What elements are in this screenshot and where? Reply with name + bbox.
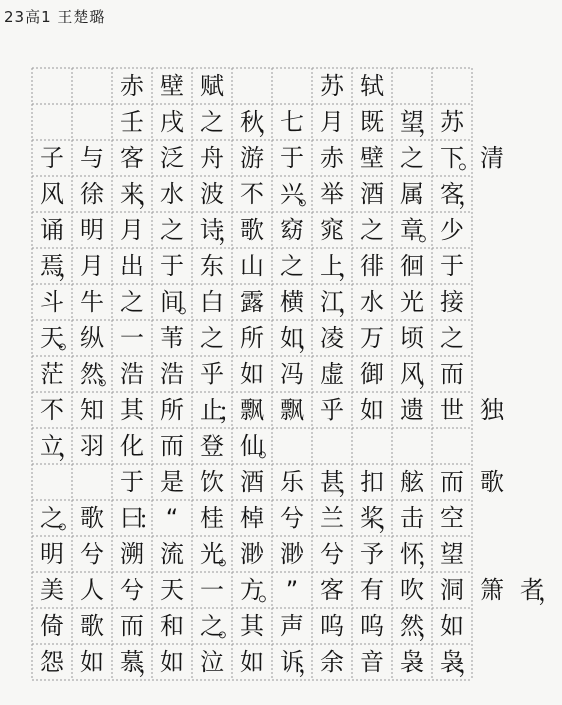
glyph-cell: 。 bbox=[58, 326, 82, 354]
glyph-cell: ， bbox=[218, 218, 242, 246]
glyph-cell: 登 bbox=[200, 432, 224, 460]
glyph-cell: 诵 bbox=[40, 216, 64, 244]
glyph-cell: 焉 bbox=[40, 252, 64, 280]
glyph-cell: 而 bbox=[160, 432, 184, 460]
glyph-cell: 上 bbox=[320, 252, 344, 280]
glyph-cell: 客 bbox=[320, 576, 344, 604]
glyph-cell: 怀 bbox=[400, 540, 424, 568]
glyph-cell: 之 bbox=[200, 108, 224, 136]
glyph-cell: 于 bbox=[120, 468, 144, 496]
glyph-cell: 赤 bbox=[120, 72, 144, 100]
glyph-cell: 子 bbox=[40, 144, 64, 172]
glyph-cell: 冯 bbox=[280, 360, 304, 388]
glyph-cell: 水 bbox=[160, 180, 184, 208]
glyph-cell: 风 bbox=[40, 180, 64, 208]
glyph-cell: 之 bbox=[360, 216, 384, 244]
glyph-cell: 和 bbox=[160, 612, 184, 640]
glyph-cell: 如 bbox=[80, 648, 104, 676]
glyph-cell bbox=[32, 464, 72, 500]
glyph-cell: 歌 bbox=[80, 504, 104, 532]
glyph-cell: 徘 bbox=[360, 252, 384, 280]
glyph-cell: 波 bbox=[200, 180, 224, 208]
glyph-cell: ， bbox=[298, 650, 322, 678]
glyph-cell: 秋 bbox=[240, 108, 264, 136]
glyph-cell: 游 bbox=[240, 144, 264, 172]
glyph-cell: 斗 bbox=[40, 288, 64, 316]
glyph-cell: 露 bbox=[240, 288, 264, 316]
glyph-cell: 溯 bbox=[120, 540, 144, 568]
glyph-cell: ， bbox=[338, 254, 362, 282]
glyph-cell: 歌 bbox=[480, 468, 504, 496]
author-header: 23高1 王楚璐 bbox=[4, 8, 106, 26]
glyph-cell: 如 bbox=[280, 324, 304, 352]
glyph-cell: 。 bbox=[258, 434, 282, 462]
glyph-cell bbox=[72, 464, 112, 500]
glyph-cell: 空 bbox=[440, 504, 464, 532]
glyph-cell: 渺 bbox=[240, 540, 264, 568]
glyph-cell: 扣 bbox=[360, 468, 384, 496]
glyph-cell: 于 bbox=[440, 252, 464, 280]
glyph-cell: 明 bbox=[40, 540, 64, 568]
glyph-cell: 怨 bbox=[40, 648, 64, 676]
glyph-cell: ， bbox=[138, 182, 162, 210]
glyph-cell: 虚 bbox=[320, 360, 344, 388]
glyph-cell: 风 bbox=[400, 360, 424, 388]
glyph-cell: 之 bbox=[440, 324, 464, 352]
glyph-cell: 浩 bbox=[120, 360, 144, 388]
glyph-cell: 之 bbox=[200, 324, 224, 352]
glyph-cell: ， bbox=[298, 326, 322, 354]
glyph-cell: 人 bbox=[80, 576, 104, 604]
glyph-cell: 羽 bbox=[80, 432, 104, 460]
glyph-cell: 苏 bbox=[320, 72, 344, 100]
glyph-cell: 于 bbox=[160, 252, 184, 280]
glyph-cell: 兮 bbox=[80, 540, 104, 568]
glyph-cell: 洞 bbox=[440, 576, 464, 604]
glyph-cell: 袅 bbox=[440, 648, 464, 676]
glyph-cell: 桨 bbox=[360, 504, 384, 532]
glyph-cell: ， bbox=[338, 290, 362, 318]
glyph-cell: 然 bbox=[400, 612, 424, 640]
glyph-cell: 予 bbox=[360, 540, 384, 568]
text-row bbox=[32, 536, 472, 572]
glyph-cell: 立 bbox=[40, 432, 64, 460]
glyph-cell: 。 bbox=[298, 182, 322, 210]
glyph-cell: 望 bbox=[400, 108, 424, 136]
glyph-cell: ； bbox=[218, 398, 242, 426]
text-row bbox=[32, 248, 472, 284]
glyph-cell: 浩 bbox=[160, 360, 184, 388]
glyph-cell: 之 bbox=[120, 288, 144, 316]
glyph-cell: 苏 bbox=[440, 108, 464, 136]
glyph-cell: 客 bbox=[440, 180, 464, 208]
glyph-cell: 窕 bbox=[320, 216, 344, 244]
glyph-cell: ， bbox=[418, 110, 442, 138]
glyph-cell: 不 bbox=[240, 180, 264, 208]
glyph-cell: 轼 bbox=[360, 72, 384, 100]
glyph-cell: ： bbox=[138, 506, 162, 534]
glyph-cell: 棹 bbox=[240, 504, 264, 532]
glyph-cell: 天 bbox=[160, 576, 184, 604]
glyph-cell: 兮 bbox=[280, 504, 304, 532]
text-row bbox=[32, 176, 482, 212]
glyph-cell: 一 bbox=[120, 324, 144, 352]
glyph-cell: 如 bbox=[160, 648, 184, 676]
glyph-cell: 慕 bbox=[120, 648, 144, 676]
glyph-cell: ， bbox=[418, 542, 442, 570]
glyph-cell: 歌 bbox=[240, 216, 264, 244]
glyph-cell: 。 bbox=[58, 506, 82, 534]
glyph-cell: 所 bbox=[240, 324, 264, 352]
glyph-cell: 独 bbox=[480, 396, 504, 424]
glyph-cell: 飘 bbox=[240, 396, 264, 424]
glyph-cell: 苇 bbox=[160, 324, 184, 352]
glyph-cell: ， bbox=[58, 254, 82, 282]
glyph-cell: 。 bbox=[418, 218, 442, 246]
glyph-cell: 之 bbox=[400, 144, 424, 172]
glyph-cell: 东 bbox=[200, 252, 224, 280]
glyph-cell: 如 bbox=[360, 396, 384, 424]
glyph-cell: 光 bbox=[400, 288, 424, 316]
glyph-cell: ， bbox=[418, 614, 442, 642]
glyph-cell: 白 bbox=[200, 288, 224, 316]
glyph-cell: ” bbox=[285, 576, 299, 604]
glyph-cell: 少 bbox=[440, 216, 464, 244]
glyph-cell: ， bbox=[58, 434, 82, 462]
glyph-cell: 戌 bbox=[160, 108, 184, 136]
glyph-cell: 顷 bbox=[400, 324, 424, 352]
glyph-cell: 酒 bbox=[240, 468, 264, 496]
glyph-cell: 渺 bbox=[280, 540, 304, 568]
glyph-cell: ， bbox=[418, 362, 442, 390]
glyph-cell: 如 bbox=[240, 360, 264, 388]
text-row bbox=[32, 212, 472, 248]
text-row bbox=[32, 140, 504, 176]
glyph-cell: 有 bbox=[360, 576, 384, 604]
glyph-cell: 徐 bbox=[80, 180, 104, 208]
glyph-cell: 音 bbox=[360, 648, 384, 676]
glyph-cell: 御 bbox=[360, 360, 384, 388]
glyph-cell: 化 bbox=[120, 432, 144, 460]
glyph-cell: 。 bbox=[178, 290, 202, 318]
glyph-cell: 乎 bbox=[320, 396, 344, 424]
glyph-cell: ， bbox=[538, 578, 562, 606]
glyph-cell: 月 bbox=[120, 216, 144, 244]
glyph-cell: 万 bbox=[360, 324, 384, 352]
glyph-cell: 击 bbox=[400, 504, 424, 532]
glyph-cell: ， bbox=[258, 110, 282, 138]
glyph-cell: 不 bbox=[40, 396, 64, 424]
glyph-cell: 望 bbox=[440, 540, 464, 568]
glyph-cell: 与 bbox=[80, 144, 104, 172]
glyph-cell: 舟 bbox=[200, 144, 224, 172]
glyph-cell: 光 bbox=[200, 540, 224, 568]
glyph-cell: 既 bbox=[360, 108, 384, 136]
text-row bbox=[32, 320, 472, 356]
glyph-cell: 来 bbox=[120, 180, 144, 208]
glyph-cell bbox=[72, 68, 112, 104]
text-row bbox=[32, 104, 472, 140]
glyph-cell: 泛 bbox=[160, 144, 184, 172]
glyph-cell: ， bbox=[458, 650, 482, 678]
glyph-cell: 下 bbox=[440, 144, 464, 172]
glyph-cell: 呜 bbox=[360, 612, 384, 640]
glyph-cell: 然 bbox=[80, 360, 104, 388]
text-row bbox=[32, 428, 472, 464]
glyph-cell: 泣 bbox=[200, 648, 224, 676]
text-row bbox=[32, 644, 482, 680]
glyph-cell: 止 bbox=[200, 396, 224, 424]
glyph-cell: 间 bbox=[160, 288, 184, 316]
glyph-cell: 明 bbox=[80, 216, 104, 244]
glyph-cell: 是 bbox=[160, 468, 184, 496]
glyph-cell: 赤 bbox=[320, 144, 344, 172]
text-row bbox=[32, 500, 472, 536]
glyph-cell: 呜 bbox=[320, 612, 344, 640]
glyph-cell: 舷 bbox=[400, 468, 424, 496]
text-row bbox=[32, 356, 472, 392]
glyph-cell: 美 bbox=[40, 576, 64, 604]
text-row bbox=[32, 284, 472, 320]
glyph-cell: ， bbox=[378, 506, 402, 534]
glyph-cell: 兴 bbox=[280, 180, 304, 208]
glyph-cell: 。 bbox=[218, 542, 242, 570]
glyph-cell: 出 bbox=[120, 252, 144, 280]
glyph-cell: 而 bbox=[440, 468, 464, 496]
text-row bbox=[32, 608, 472, 644]
glyph-cell: 徊 bbox=[400, 252, 424, 280]
glyph-cell: 壬 bbox=[120, 108, 144, 136]
text-row bbox=[32, 68, 472, 104]
glyph-cell bbox=[392, 68, 432, 104]
glyph-cell: 兮 bbox=[120, 576, 144, 604]
glyph-cell: 月 bbox=[80, 252, 104, 280]
glyph-cell: 饮 bbox=[200, 468, 224, 496]
glyph-cell: 牛 bbox=[80, 288, 104, 316]
glyph-cell: 壁 bbox=[160, 72, 184, 100]
glyph-cell: 兰 bbox=[320, 504, 344, 532]
glyph-cell: 章 bbox=[400, 216, 424, 244]
glyph-cell: 之 bbox=[200, 612, 224, 640]
glyph-cell: ， bbox=[458, 182, 482, 210]
glyph-cell: 而 bbox=[440, 360, 464, 388]
glyph-cell: 其 bbox=[120, 396, 144, 424]
glyph-cell: 而 bbox=[120, 612, 144, 640]
glyph-cell: 声 bbox=[280, 612, 304, 640]
glyph-cell: 水 bbox=[360, 288, 384, 316]
glyph-cell: 甚 bbox=[320, 468, 344, 496]
glyph-cell: 客 bbox=[120, 144, 144, 172]
glyph-cell: 曰 bbox=[120, 504, 144, 532]
glyph-cell: 箫 bbox=[480, 576, 504, 604]
glyph-cell bbox=[32, 68, 72, 104]
glyph-cell: 倚 bbox=[40, 612, 64, 640]
glyph-cell: 歌 bbox=[80, 612, 104, 640]
glyph-cell: ， bbox=[138, 650, 162, 678]
text-row bbox=[32, 392, 504, 428]
glyph-cell bbox=[272, 68, 312, 104]
glyph-cell bbox=[232, 68, 272, 104]
glyph-cell: 其 bbox=[240, 612, 264, 640]
glyph-cell: 之 bbox=[280, 252, 304, 280]
glyph-cell: 遗 bbox=[400, 396, 424, 424]
glyph-cell: 于 bbox=[280, 144, 304, 172]
glyph-cell: ， bbox=[338, 470, 362, 498]
glyph-cell: 接 bbox=[440, 288, 464, 316]
glyph-cell: 。 bbox=[458, 146, 482, 174]
glyph-cell: 。 bbox=[218, 614, 242, 642]
glyph-cell: 。 bbox=[258, 578, 282, 606]
glyph-cell: 余 bbox=[320, 648, 344, 676]
glyph-cell: 江 bbox=[320, 288, 344, 316]
glyph-cell: 兮 bbox=[320, 540, 344, 568]
glyph-cell bbox=[72, 104, 112, 140]
glyph-cell: 袅 bbox=[400, 648, 424, 676]
glyph-cell: 桂 bbox=[200, 504, 224, 532]
glyph-cell: 茫 bbox=[40, 360, 64, 388]
glyph-cell: 乐 bbox=[280, 468, 304, 496]
glyph-cell: 世 bbox=[440, 396, 464, 424]
glyph-cell: 横 bbox=[280, 288, 304, 316]
glyph-cell: 飘 bbox=[280, 396, 304, 424]
glyph-cell: 流 bbox=[160, 540, 184, 568]
glyph-cell: 举 bbox=[320, 180, 344, 208]
glyph-cell: 酒 bbox=[360, 180, 384, 208]
text-row bbox=[32, 464, 504, 500]
text-row bbox=[32, 572, 562, 608]
glyph-cell: 吹 bbox=[400, 576, 424, 604]
glyph-cell: 壁 bbox=[360, 144, 384, 172]
glyph-cell: 天 bbox=[40, 324, 64, 352]
glyph-cell: 赋 bbox=[200, 72, 224, 100]
glyph-cell: 属 bbox=[400, 180, 424, 208]
glyph-cell: 月 bbox=[320, 108, 344, 136]
glyph-cell: 仙 bbox=[240, 432, 264, 460]
glyph-cell: 。 bbox=[98, 362, 122, 390]
glyph-cell: 窈 bbox=[280, 216, 304, 244]
glyph-cell: “ bbox=[165, 504, 179, 532]
glyph-cell: 者 bbox=[520, 576, 544, 604]
glyph-cell: 如 bbox=[440, 612, 464, 640]
glyph-cell bbox=[32, 104, 72, 140]
grid-paper bbox=[32, 68, 562, 678]
glyph-cell: 七 bbox=[280, 108, 304, 136]
glyph-cell: 诉 bbox=[280, 648, 304, 676]
glyph-cell: 之 bbox=[160, 216, 184, 244]
glyph-cell: 如 bbox=[240, 648, 264, 676]
glyph-cell: 纵 bbox=[80, 324, 104, 352]
glyph-cell: 之 bbox=[40, 504, 64, 532]
glyph-cell: 清 bbox=[480, 144, 504, 172]
glyph-cell: 所 bbox=[160, 396, 184, 424]
glyph-cell: 凌 bbox=[320, 324, 344, 352]
glyph-cell: 知 bbox=[80, 396, 104, 424]
glyph-cell: 乎 bbox=[200, 360, 224, 388]
glyph-cell: 山 bbox=[240, 252, 264, 280]
glyph-cell: 诗 bbox=[200, 216, 224, 244]
glyph-cell: 一 bbox=[200, 576, 224, 604]
glyph-cell: 方 bbox=[240, 576, 264, 604]
